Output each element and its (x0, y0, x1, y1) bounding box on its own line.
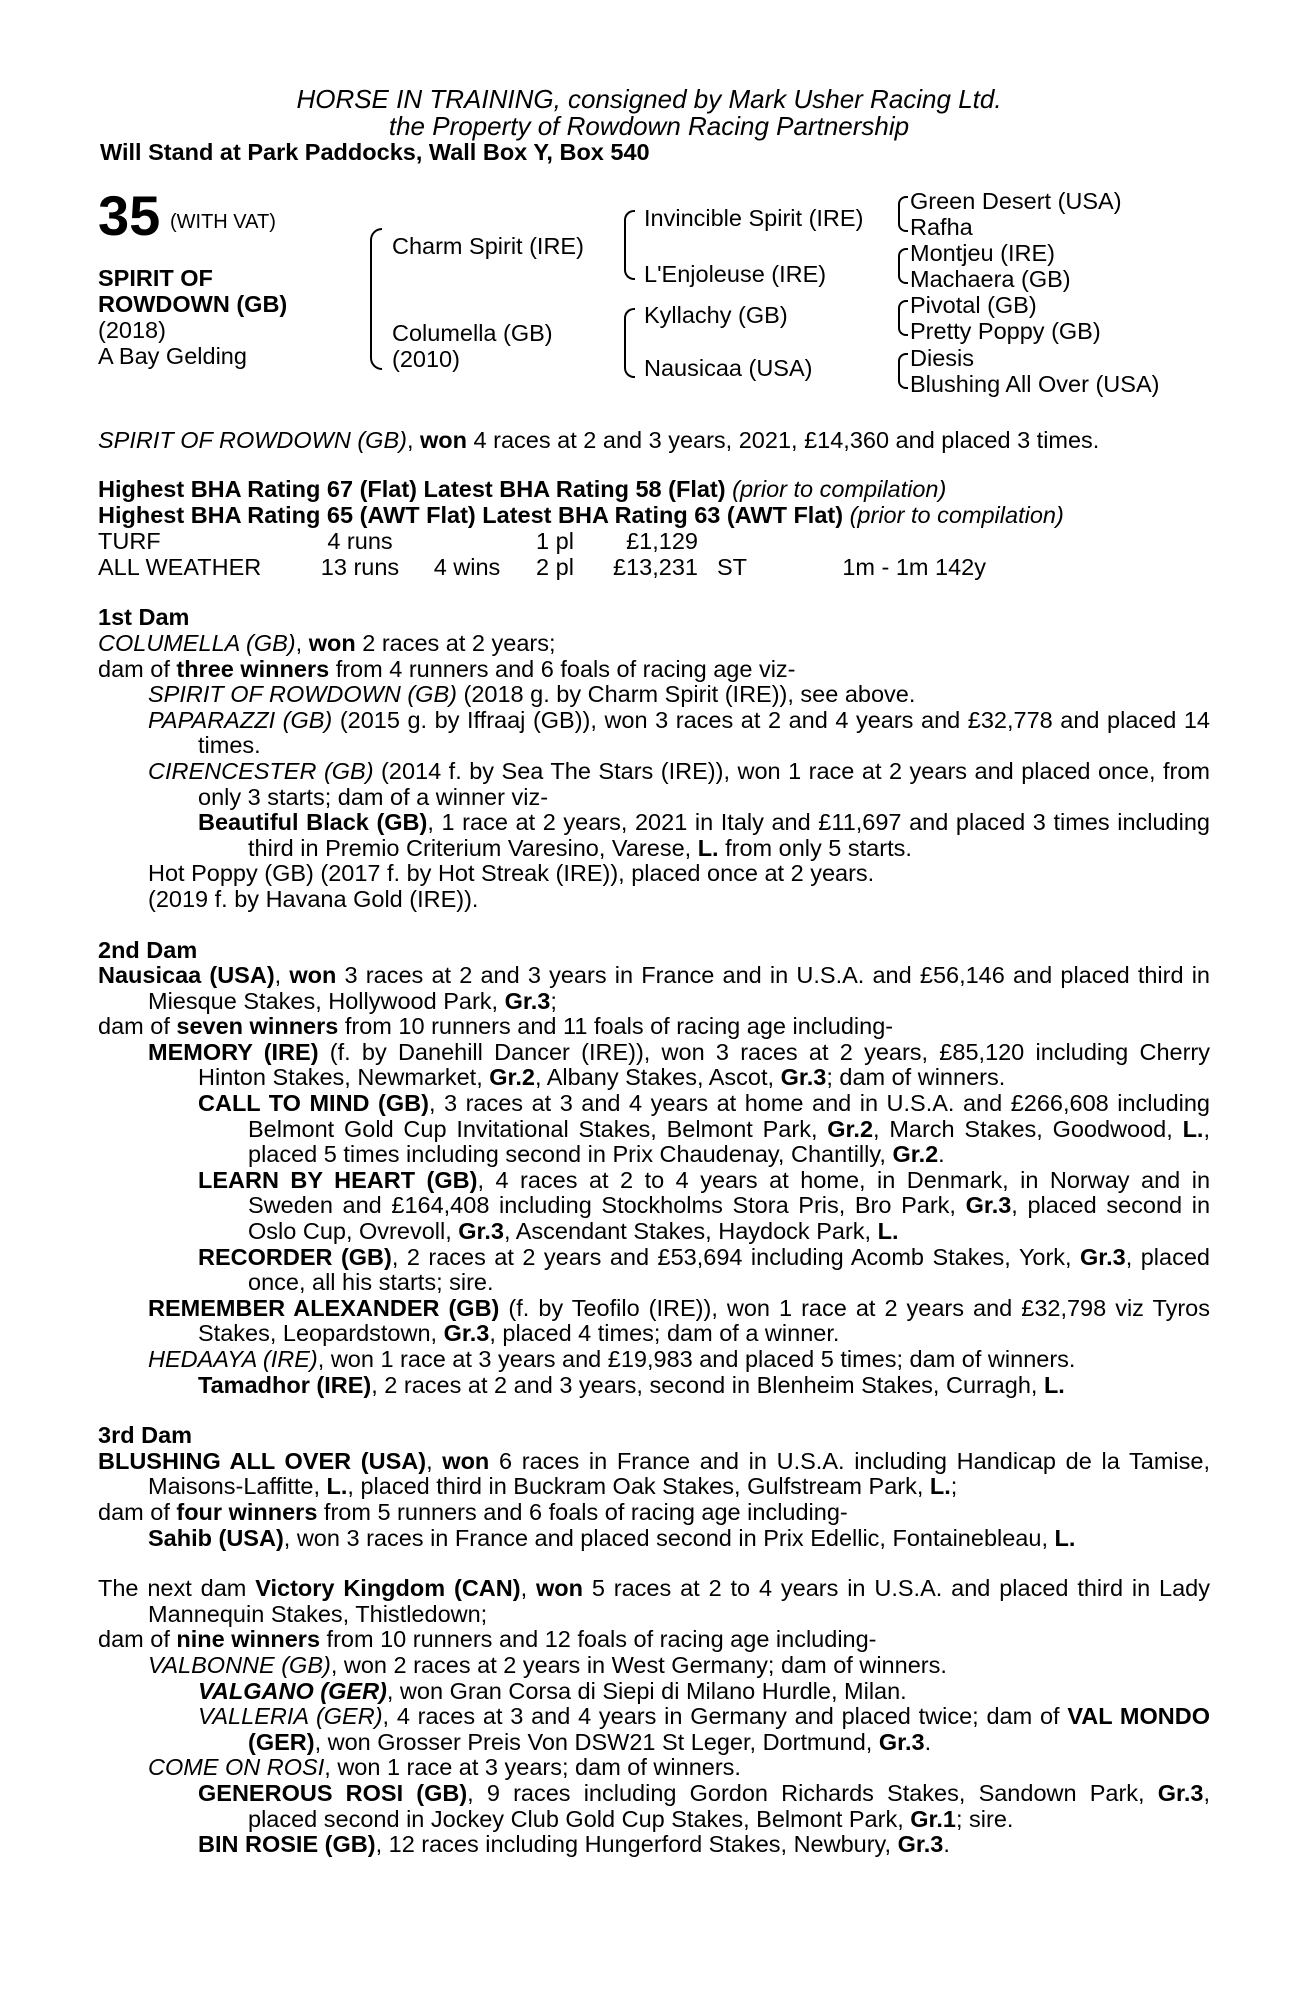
dam-dam: Nausicaa (USA) (644, 354, 813, 381)
dam1-produce: dam of three winners from 4 runners and 6 foals of racing age viz- (98, 655, 796, 682)
sds: Montjeu (IRE) (910, 239, 1055, 266)
bracket-ss (898, 196, 908, 232)
dam1-heading: 1st Dam (98, 604, 190, 631)
dam2-hedaaya: HEDAAYA (IRE), won 1 race at 3 years and £19,983 and placed 5 times; dam of winners. (148, 1346, 1076, 1372)
property-line: the Property of Rowdown Racing Partnership (388, 111, 910, 141)
dam3-line: BLUSHING ALL OVER (USA), won 6 races in France and in U.S.A. including Handicap de la Tamise, Maisons-Laffitte, L., placed third in Buckram Oak Stakes, Gulfstream Park, L.; (98, 1447, 1211, 1500)
bracket-sd (898, 248, 908, 284)
dam2-call-to-mind: CALL TO MIND (GB), 3 races at 3 and 4 years at home and in U.S.A. and £266,608 including Belmont Gold Cup Invitational Stakes, Belmont Park, Gr.2, March Stakes, Goodwood, L., placed 5 times including second in Prix Chaudenay, Chantilly, Gr.2. (198, 1090, 1210, 1168)
bracket-ds (898, 300, 908, 336)
dss: Pivotal (GB) (910, 291, 1037, 318)
ssd: Rafha (910, 213, 973, 240)
bracket-sire (624, 210, 635, 280)
horse-year: (2018) (98, 316, 166, 343)
sire: Charm Spirit (IRE) (392, 232, 584, 259)
consignor-line: HORSE IN TRAINING, consigned by Mark Usher Racing Ltd. (296, 84, 1002, 114)
nextdam-produce: dam of nine winners from 10 runners and 12 foals of racing age including- (98, 1626, 877, 1653)
dam3-produce: dam of four winners from 5 runners and 6 foals of racing age including- (98, 1498, 848, 1525)
horse-description: A Bay Gelding (98, 342, 247, 369)
dam: Columella (GB) (392, 319, 553, 346)
nextdam-generous-rosi: GENEROUS ROSI (GB), 9 races including Gordon Richards Stakes, Sandown Park, Gr.3, placed second in Jockey Club Gold Cup Stakes, Belmont Park, Gr.1; sire. (198, 1779, 1210, 1832)
rating-flat: Highest BHA Rating 67 (Flat) Latest BHA Rating 58 (Flat) (prior to compilation) (98, 476, 947, 503)
dam1-grand-offspring: Beautiful Black (GB), 1 race at 2 years, 2021 in Italy and £11,697 and placed 3 times including third in Premio Criterium Varesino, Varese, L. from only 5 starts. (198, 809, 1210, 861)
nextdam-come-on-rosi: COME ON ROSI, won 1 race at 3 years; dam of winners. (148, 1754, 741, 1781)
horse-name-1: SPIRIT OF (98, 264, 213, 291)
dam2-recorder: RECORDER (GB), 2 races at 2 years and £53,694 including Acomb Stakes, York, Gr.3, placed once, all his starts; sire. (198, 1243, 1210, 1296)
pedigree (98, 180, 1210, 416)
dam-year: (2010) (392, 345, 460, 372)
nextdam-bin-rosie: BIN ROSIE (GB), 12 races including Hungerford Stakes, Newbury, Gr.3. (198, 1831, 950, 1858)
dam2-remember-alexander: REMEMBER ALEXANDER (GB) (f. by Teofilo (IRE)), won 1 race at 2 years and £32,798 viz Tyros Stakes, Leopardstown, Gr.3, placed 4 times; dam of a winner. (148, 1294, 1210, 1347)
nextdam-valgano: VALGANO (GER), won Gran Corsa di Siepi di Milano Hurdle, Milan. (198, 1677, 907, 1704)
bracket-dd (898, 353, 908, 389)
dam-sire: Kyllachy (GB) (644, 301, 788, 328)
nextdam-valleria: VALLERIA (GER), 4 races at 3 and 4 years in Germany and placed twice; dam of VAL MONDO (GER), won Grosser Preis Von DSW21 St Leger, Dortmund, Gr.3. (198, 1703, 1210, 1755)
stand-line: Will Stand at Park Paddocks, Wall Box Y, Box 540 (100, 139, 650, 165)
ddd: Blushing All Over (USA) (910, 370, 1160, 397)
dam2-line: Nausicaa (USA), won 3 races at 2 and 3 years in France and in U.S.A. and £56,146 and placed third in Miesque Stakes, Hollywood Park, Gr.3; (98, 962, 1210, 1014)
dam1-offspring-1: SPIRIT OF ROWDOWN (GB) (2018 g. by Charm Spirit (IRE)), see above. (148, 681, 916, 708)
record-row-aw: ALL WEATHER 13 runs 4 wins 2 pl £13,231 ST 1m - 1m 142y (98, 553, 986, 580)
sire-dam: L'Enjoleuse (IRE) (644, 260, 827, 287)
bracket-main (370, 228, 382, 370)
dam1-offspring-5: (2019 f. by Havana Gold (IRE)). (148, 885, 479, 912)
nextdam-valbonne: VALBONNE (GB), won 2 races at 2 years in West Germany; dam of winners. (148, 1651, 947, 1678)
sss: Green Desert (USA) (910, 187, 1122, 214)
dsd: Pretty Poppy (GB) (910, 317, 1101, 344)
dam2-memory: MEMORY (IRE) (f. by Danehill Dancer (IRE)), won 3 races at 2 years, £85,120 including Cherry Hinton Stakes, Newmarket, Gr.2, Albany Stakes, Ascot, Gr.3; dam of winners. (148, 1038, 1211, 1091)
dam1-line: COLUMELLA (GB), won 2 races at 2 years; (98, 629, 556, 656)
dam2-produce: dam of seven winners from 10 runners and 11 foals of racing age including- (98, 1013, 894, 1040)
lot-number: 35 (98, 183, 161, 247)
sdd: Machaera (GB) (910, 265, 1071, 292)
dam2-heading: 2nd Dam (98, 936, 198, 963)
sire-sire: Invincible Spirit (IRE) (644, 204, 864, 231)
rating-awt: Highest BHA Rating 65 (AWT Flat) Latest BHA Rating 63 (AWT Flat) (prior to compilation) (98, 501, 1064, 528)
dds: Diesis (910, 344, 974, 371)
dam1-offspring-3: CIRENCESTER (GB) (2014 f. by Sea The Stars (IRE)), won 1 race at 2 years and placed once, from only 3 starts; dam of a winner viz- (148, 757, 1210, 810)
bracket-dam (624, 308, 635, 378)
dam1-offspring-4: Hot Poppy (GB) (2017 f. by Hot Streak (IRE)), placed once at 2 years. (148, 860, 875, 887)
horse-name-2: ROWDOWN (GB) (98, 290, 288, 317)
race-record (98, 528, 986, 580)
catalogue-page (98, 86, 1210, 1858)
vat-label: (WITH VAT) (170, 210, 276, 233)
nextdam-line: The next dam Victory Kingdom (CAN), won 5 races at 2 to 4 years in U.S.A. and placed third in Lady Mannequin Stakes, Thistledown; (98, 1575, 1211, 1627)
summary-line: SPIRIT OF ROWDOWN (GB), won 4 races at 2 and 3 years, 2021, £14,360 and placed 3 times. (98, 426, 1100, 453)
header (98, 86, 1200, 140)
dam1-offspring-2: PAPARAZZI (GB) (2015 g. by Iffraaj (GB)), won 3 races at 2 and 4 years and £32,778 and placed 14 times. (148, 706, 1210, 759)
dam3-sahib: Sahib (USA), won 3 races in France and placed second in Prix Edellic, Fontainebleau, L. (148, 1524, 1076, 1551)
dam3-heading: 3rd Dam (98, 1422, 193, 1449)
dam2-learn-by-heart: LEARN BY HEART (GB), 4 races at 2 to 4 years at home, in Denmark, in Norway and in Sweden and £164,408 including Stockholms Stora Pris, Bro Park, Gr.3, placed second in Oslo Cup, Ovrevoll, Gr.3, Ascendant Stakes, Haydock Park, L. (198, 1166, 1211, 1245)
dam2-tamadhor: Tamadhor (IRE), 2 races at 2 and 3 years, second in Blenheim Stakes, Curragh, L. (198, 1371, 1065, 1398)
record-row-turf: TURF 4 runs 1 pl £1,129 (98, 527, 698, 554)
